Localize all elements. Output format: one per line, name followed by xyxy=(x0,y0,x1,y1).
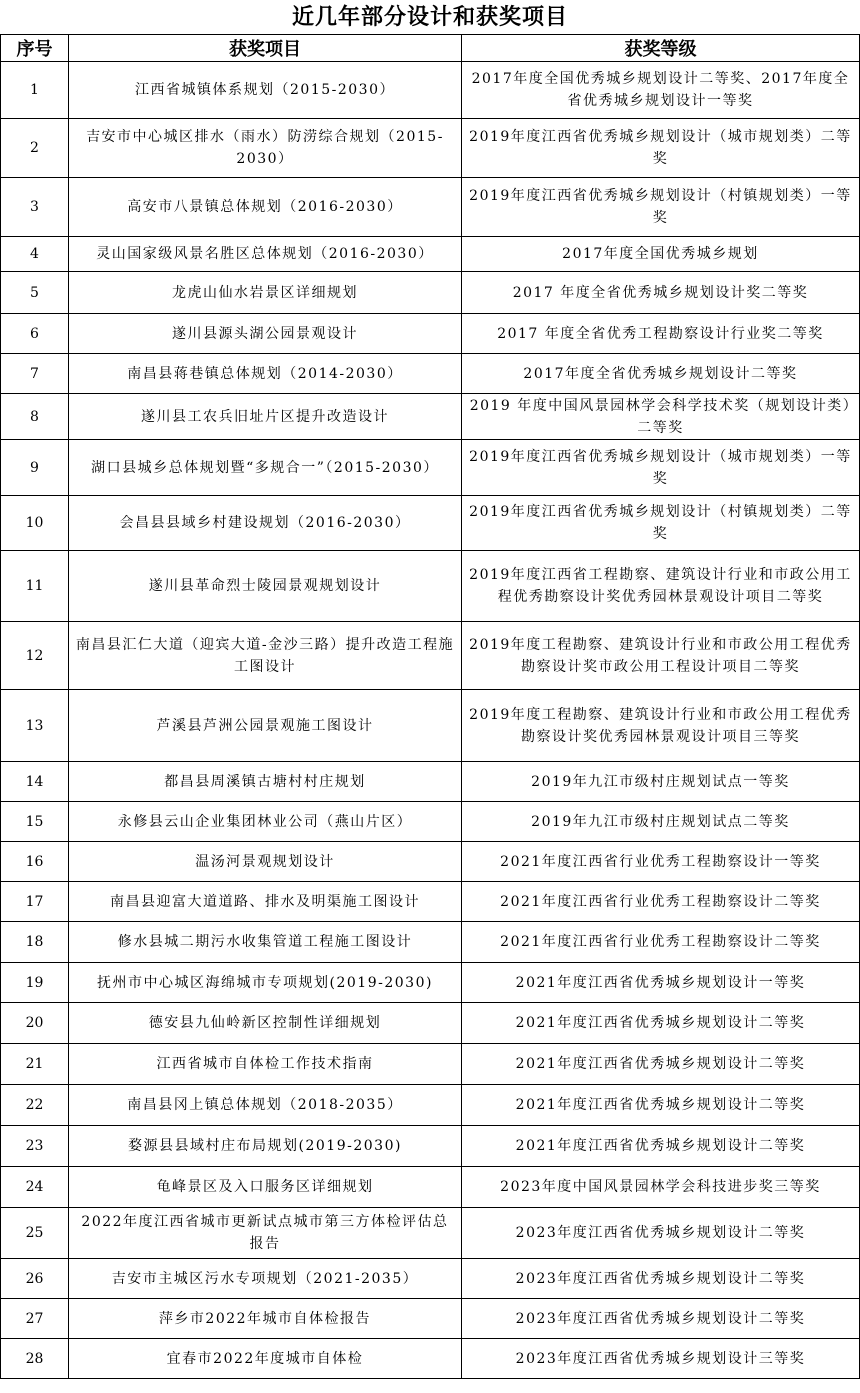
row-award: 2017年度全国优秀城乡规划设计二等奖、2017年度全省优秀城乡规划设计一等奖 xyxy=(462,62,860,119)
table-row xyxy=(1,1299,860,1339)
header-project: 获奖项目 xyxy=(69,35,462,62)
row-project: 会昌县县域乡村建设规划（2016-2030） xyxy=(69,496,462,551)
row-index: 5 xyxy=(1,272,69,314)
row-index: 27 xyxy=(1,1299,69,1339)
row-index: 13 xyxy=(1,690,69,762)
row-award: 2023年度中国风景园林学会科技进步奖三等奖 xyxy=(462,1167,860,1208)
table-row xyxy=(1,1339,860,1379)
row-index: 23 xyxy=(1,1126,69,1167)
table-row xyxy=(1,963,860,1003)
header-row xyxy=(1,35,860,62)
table-row xyxy=(1,922,860,963)
row-index: 15 xyxy=(1,802,69,842)
row-project: 南昌县蒋巷镇总体规划（2014-2030） xyxy=(69,354,462,394)
row-award: 2023年度江西省优秀城乡规划设计三等奖 xyxy=(462,1339,860,1379)
document-title: 近几年部分设计和获奖项目 xyxy=(291,4,568,30)
row-award: 2017年度全省优秀城乡规划设计二等奖 xyxy=(462,354,860,394)
row-project: 宜春市2022年度城市自体检 xyxy=(69,1339,462,1379)
row-award: 2019年度江西省工程勘察、建筑设计行业和市政公用工程优秀勘察设计奖优秀园林景观设计项目二等奖 xyxy=(462,551,860,622)
table-row xyxy=(1,1126,860,1167)
table-row xyxy=(1,119,860,178)
row-award: 2017 年度全省优秀工程勘察设计行业奖二等奖 xyxy=(462,314,860,354)
table-row xyxy=(1,178,860,237)
row-project: 永修县云山企业集团林业公司（燕山片区） xyxy=(69,802,462,842)
row-award: 2019年度江西省优秀城乡规划设计（村镇规划类）二等奖 xyxy=(462,496,860,551)
row-index: 11 xyxy=(1,551,69,622)
table-row xyxy=(1,1208,860,1259)
table-row xyxy=(1,1003,860,1044)
row-index: 25 xyxy=(1,1208,69,1259)
row-project: 遂川县工农兵旧址片区提升改造设计 xyxy=(69,394,462,440)
row-project: 龙虎山仙水岩景区详细规划 xyxy=(69,272,462,314)
table-row xyxy=(1,354,860,394)
table-row xyxy=(1,1085,860,1126)
row-project: 2022年度江西省城市更新试点城市第三方体检评估总报告 xyxy=(69,1208,462,1259)
row-award: 2019年九江市级村庄规划试点二等奖 xyxy=(462,802,860,842)
awards-table xyxy=(0,34,860,1379)
row-project: 江西省城镇体系规划（2015-2030） xyxy=(69,62,462,119)
row-index: 7 xyxy=(1,354,69,394)
table-row xyxy=(1,802,860,842)
row-project: 江西省城市自体检工作技术指南 xyxy=(69,1044,462,1085)
table-row xyxy=(1,1167,860,1208)
row-project: 南昌县汇仁大道（迎宾大道-金沙三路）提升改造工程施工图设计 xyxy=(69,622,462,690)
row-award: 2021年度江西省行业优秀工程勘察设计一等奖 xyxy=(462,842,860,882)
row-index: 18 xyxy=(1,922,69,963)
row-index: 2 xyxy=(1,119,69,178)
row-index: 26 xyxy=(1,1259,69,1299)
row-project: 婺源县县域村庄布局规划(2019-2030) xyxy=(69,1126,462,1167)
row-project: 芦溪县芦洲公园景观施工图设计 xyxy=(69,690,462,762)
row-award: 2021年度江西省优秀城乡规划设计二等奖 xyxy=(462,1085,860,1126)
row-project: 吉安市中心城区排水（雨水）防涝综合规划（2015-2030） xyxy=(69,119,462,178)
table-row xyxy=(1,394,860,440)
row-index: 10 xyxy=(1,496,69,551)
table-row xyxy=(1,1259,860,1299)
table-row xyxy=(1,882,860,922)
row-award: 2021年度江西省优秀城乡规划设计二等奖 xyxy=(462,1003,860,1044)
row-project: 高安市八景镇总体规划（2016-2030） xyxy=(69,178,462,237)
row-award: 2023年度江西省优秀城乡规划设计二等奖 xyxy=(462,1208,860,1259)
table-row xyxy=(1,842,860,882)
row-index: 9 xyxy=(1,440,69,496)
header-award: 获奖等级 xyxy=(462,35,860,62)
row-project: 修水县城二期污水收集管道工程施工图设计 xyxy=(69,922,462,963)
row-award: 2017年度全国优秀城乡规划 xyxy=(462,237,860,272)
table-row xyxy=(1,440,860,496)
row-index: 19 xyxy=(1,963,69,1003)
table-body xyxy=(1,62,860,1379)
row-project: 萍乡市2022年城市自体检报告 xyxy=(69,1299,462,1339)
table-row xyxy=(1,551,860,622)
row-index: 6 xyxy=(1,314,69,354)
row-award: 2023年度江西省优秀城乡规划设计二等奖 xyxy=(462,1259,860,1299)
table-row xyxy=(1,762,860,802)
row-project: 德安县九仙岭新区控制性详细规划 xyxy=(69,1003,462,1044)
row-award: 2021年度江西省行业优秀工程勘察设计二等奖 xyxy=(462,922,860,963)
table-row xyxy=(1,62,860,119)
row-index: 20 xyxy=(1,1003,69,1044)
row-award: 2019 年度中国风景园林学会科学技术奖（规划设计类）二等奖 xyxy=(462,394,860,440)
header-index: 序号 xyxy=(1,35,69,62)
row-project: 南昌县迎富大道道路、排水及明渠施工图设计 xyxy=(69,882,462,922)
row-project: 抚州市中心城区海绵城市专项规划(2019-2030) xyxy=(69,963,462,1003)
row-award: 2023年度江西省优秀城乡规划设计二等奖 xyxy=(462,1299,860,1339)
row-index: 14 xyxy=(1,762,69,802)
row-index: 17 xyxy=(1,882,69,922)
row-award: 2021年度江西省优秀城乡规划设计一等奖 xyxy=(462,963,860,1003)
row-award: 2019年度工程勘察、建筑设计行业和市政公用工程优秀勘察设计奖市政公用工程设计项目二等奖 xyxy=(462,622,860,690)
row-index: 8 xyxy=(1,394,69,440)
row-index: 4 xyxy=(1,237,69,272)
row-index: 16 xyxy=(1,842,69,882)
row-index: 3 xyxy=(1,178,69,237)
row-award: 2019年度江西省优秀城乡规划设计（城市规划类）二等奖 xyxy=(462,119,860,178)
table-row xyxy=(1,237,860,272)
row-project: 遂川县革命烈士陵园景观规划设计 xyxy=(69,551,462,622)
table-row xyxy=(1,622,860,690)
row-project: 遂川县源头湖公园景观设计 xyxy=(69,314,462,354)
row-project: 都昌县周溪镇古塘村村庄规划 xyxy=(69,762,462,802)
row-award: 2019年度江西省优秀城乡规划设计（城市规划类）一等奖 xyxy=(462,440,860,496)
row-index: 1 xyxy=(1,62,69,119)
row-index: 12 xyxy=(1,622,69,690)
row-award: 2019年度江西省优秀城乡规划设计（村镇规划类）一等奖 xyxy=(462,178,860,237)
row-project: 南昌县冈上镇总体规划（2018-2035） xyxy=(69,1085,462,1126)
row-award: 2019年九江市级村庄规划试点一等奖 xyxy=(462,762,860,802)
row-project: 湖口县城乡总体规划暨“多规合一”（2015-2030） xyxy=(69,440,462,496)
row-project: 温汤河景观规划设计 xyxy=(69,842,462,882)
row-index: 22 xyxy=(1,1085,69,1126)
table-row xyxy=(1,1044,860,1085)
table-row xyxy=(1,496,860,551)
row-project: 吉安市主城区污水专项规划（2021-2035） xyxy=(69,1259,462,1299)
row-award: 2021年度江西省行业优秀工程勘察设计二等奖 xyxy=(462,882,860,922)
row-award: 2021年度江西省优秀城乡规划设计二等奖 xyxy=(462,1126,860,1167)
row-award: 2021年度江西省优秀城乡规划设计二等奖 xyxy=(462,1044,860,1085)
row-award: 2017 年度全省优秀城乡规划设计奖二等奖 xyxy=(462,272,860,314)
table-row xyxy=(1,314,860,354)
row-award: 2019年度工程勘察、建筑设计行业和市政公用工程优秀勘察设计奖优秀园林景观设计项目三等奖 xyxy=(462,690,860,762)
row-index: 21 xyxy=(1,1044,69,1085)
row-project: 灵山国家级风景名胜区总体规划（2016-2030） xyxy=(69,237,462,272)
table-row xyxy=(1,272,860,314)
row-index: 24 xyxy=(1,1167,69,1208)
row-index: 28 xyxy=(1,1339,69,1379)
row-project: 龟峰景区及入口服务区详细规划 xyxy=(69,1167,462,1208)
table-row xyxy=(1,690,860,762)
